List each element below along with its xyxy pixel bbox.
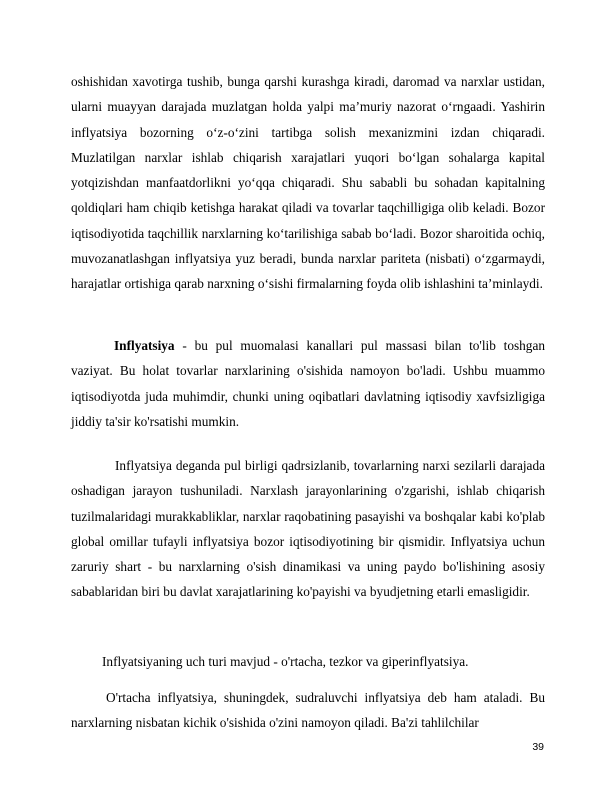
paragraph-text: Inflyatsiyaning uch turi mavjud - o'rtacha, tezkor va giperinflyatsiya. [102,654,469,669]
paragraph-text: Inflyatsiya deganda pul birligi qadrsizlanib, tovarlarning narxi sezilarli darajada oshadigan jarayon tushuniladi. Narxlash jarayonlarining o'zgarishi, ishlab chiqarish tuzilmalaridagi murakkabliklar, narxlar raqobatining pasayishi va boshqalar kabi ko'plab global omillar tufayli inflyatsiya bozor iqtisodiyotining bir qismidir. Inflyatsiya uchun zaruriy shart - bu narxlarning o'sish dinamikasi va uning paydo bo'lishining asosiy sabablaridan biri bu davlat xarajatlarining ko'payishi va byudjetning etarli emasligidir. [71,458,545,600]
body-paragraph-4 [71,649,545,674]
body-paragraph-1 [71,69,545,297]
paragraph-text: oshishidan xavotirga tushib, bunga qarshi kurashga kiradi, daromad va narxlar ustidan, ularni muayyan darajada muzlatgan holda yalpi maʼmuriy nazorat oʻrngaadi. Yashirin inflyatsiya bozorning oʻz-oʻzini tartibga solish mexanizmini izdan chiqaradi. Muzlatilgan narxlar ishlab chiqarish xarajatlari yuqori boʻlgan sohalarga kapital yotqizishdan manfaatdorlikni yoʻqqa chiqaradi. Shu sababli bu sohadan kapitalning qoldiqlari ham chiqib ketishga harakat qiladi va tovarlar taqchilligiga olib keladi. Bozor iqtisodiyotida taqchillik narxlarning koʻtarilishiga sabab boʻladi. Bozor sharoitida ochiq, muvozanatlashgan inflyatsiya yuz beradi, bunda narxlar pariteta (nisbati) oʻzgarmaydi, harajatlar ortishiga qarab narxning oʻsishi firmalarning foyda olib ishlashini taʼminlaydi. [71,74,545,292]
body-paragraph-3 [71,453,545,605]
paragraph-text-with-term [71,333,545,434]
paragraph-text: - bu pul muomalasi kanallari pul massasi bilan to'lib toshgan vaziyat. Bu holat tovarlar narxlarining o'sishida namoyon bo'ladi. Ushbu muammo iqtisodiyotda juda muhimdir, chunki uning oqibatlari davlatning iqtisodiy xavfsizligiga jiddiy ta'sir ko'rsatishi mumkin. [71,338,545,429]
body-paragraph-2 [71,333,545,434]
page-number: 39 [532,741,544,753]
paragraph-text: O'rtacha inflyatsiya, shuningdek, sudraluvchi inflyatsiya deb ham ataladi. Bu narxlarning nisbatan kichik o'sishida o'zini namoyon qiladi. Ba'zi tahlilchilar [71,690,545,731]
body-paragraph-5 [71,685,545,736]
bold-term: Inflyatsiya [114,338,175,353]
